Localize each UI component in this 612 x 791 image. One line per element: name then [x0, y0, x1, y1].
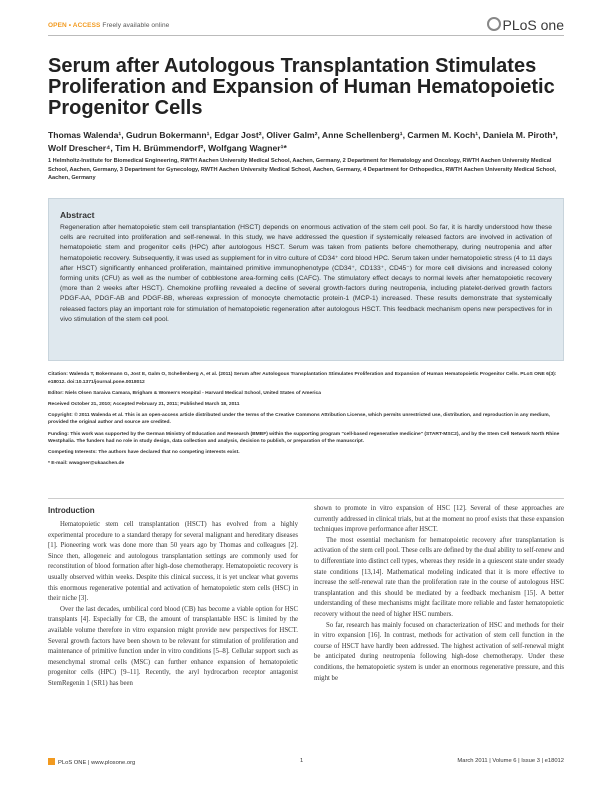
email: * E-mail: wwagner@ukaachen.de [48, 461, 125, 467]
plos-square-icon [48, 758, 55, 765]
editor: Editor: Niels Olsen Saraiva Camara, Brigham & Women's Hospital - Harvard Medical School, United States of America [48, 390, 321, 396]
footer-journal [48, 758, 135, 766]
footer-journal-text: PLoS ONE | www.plosone.org [58, 760, 136, 766]
paragraph: Hematopoietic stem cell transplantation (HSCT) has evolved from a highly experimental procedure to a standard therapy for several malignant and hereditary diseases [1]. Pioneering work was done more than 50 years ago by Thomas and colleagues [2]. Since then, allogeneic and autologous transplantation settings are commonly used for reconstitution of blood formation after high-dose chemotherapy. Hematopoietic recovery is usually observed within weeks. Despite this clinical success, it is yet unclear what governs this enormous regenerative potential and activation of hematopoietic stem cells (HSC) in their niche [3]. [48, 521, 298, 603]
paragraph: So far, research has mainly focused on characterization of HSC and methods for their in vitro expansion [16]. In contrast, methods for activation of stem cell function in the course of HSCT have hardly been addressed. The highest activation of self-renewal might be anticipated during neutropenia following high-dose chemotherapy. Under these conditions, the hematopoietic system is under an enormous regenerative pressure, and this might be [314, 621, 564, 682]
abstract-text: Regeneration after hematopoietic stem cell transplantation (HSCT) depends on enormous activation of the stem cell pool. So far, it is hardly understood how these cells are recruited into proliferation and self-renewal. In this study, we have addressed the question if systemically released factors are involved in activation of hematopoietic stem and progenitor cells (HPC) after autologous HSCT. Serum was taken from patients before chemotherapy, during neutropenia and after hematopoietic recovery. Subsequently, it was used as supplement for in vitro culture of CD34⁺ cord blood HPC. Serum taken under hematopoietic stress (4 to 11 days after HSCT) significantly enhanced proliferation, maintained primitive immunophenotype (CD34⁺, CD133⁺, CD45⁻) for more cell divisions and increased colony forming units (CFU) as well as the number of cobblestone area-forming cells (CAFC). The stimulatory effect decays to normal levels after hematopoietic recovery (more than 2 weeks after HSCT). Chemokine profiling revealed a decline of several growth-factors during neutropenia, including platelet-derived growth factors PDGF-AA, PDGF-AB and PDGF-BB, whereas expression of monocyte chemotactic protein-1 (MCP-1) increased. These results demonstrate that systemically released factors play an important role for stimulation of hematopoietic regeneration after autologous HSCT. This feedback mechanism opens new perspectives for in vivo stimulation of the stem cell pool. [60, 224, 552, 323]
citation: Citation: Walenda T, Bokermann G, Jost E, Galm O, Schellenberg A, et al. (2011) Serum after Autologous Transplantation Stimulates Proliferation and Expansion of Human Hematopoietic Progenitor Cells. PLoS ONE 6(3): e18012. doi:10.1371/journal.pone.0018012 [48, 372, 557, 385]
open-access-access: ACCESS [72, 22, 101, 29]
paper-title: Serum after Autologous Transplantation Stimulates Proliferation and Expansion of Human Hematopoietic Progenitor Cells [48, 55, 555, 119]
page-number: 1 [300, 758, 304, 764]
competing-interests: Competing Interests: The authors have declared that no competing interests exist. [48, 450, 240, 456]
footer-issue: March 2011 | Volume 6 | Issue 3 | e18012 [457, 758, 564, 764]
paragraph: Over the last decades, umbilical cord blood (CB) has become a viable option for HSC transplants [4]. Especially for CB, the amount of transplantable HSC is limited by the available volume therefore in vitro expansion might provide new perspectives for HSCT. Several growth factors have been shown to be relevant for stimulation of proliferation and maintenance of primitive function under in vitro conditions [5–8]. Cellular support such as mesenchymal stromal cells (MSC) can further enhance expansion of hematopoietic progenitor cells (HPC) [9–11]. Recently, the aryl hydrocarbon receptor antagonist StemRegenin 1 (SR1) has been [48, 605, 298, 687]
funding: Funding: This work was supported by the German Ministry of Education and Research (BMBF) within the supporting program "cell-based regenerative medicine" (START-MSC2), and by the Stem Cell Network North Rhine Westphalia. The funders had no role in study design, data collection and analysis, decision to publish, or preparation of the manuscript. [48, 431, 560, 445]
open-access-label [48, 22, 169, 29]
author-list: Thomas Walenda¹, Gudrun Bokermann¹, Edgar Jost², Oliver Galm², Anne Schellenberg¹, Carmen M. Koch¹, Daniela M. Piroth³, Wolf Drescher⁴, Tim H. Brümmendorf², Wolfgang Wagner¹* [48, 130, 558, 153]
section-divider [48, 498, 564, 499]
dates: Received October 21, 2010; Accepted February 21, 2011; Published March 18, 2011 [48, 401, 240, 407]
introduction-heading: Introduction [48, 506, 95, 515]
copyright: Copyright: © 2011 Walenda et al. This is an open-access article distributed under the terms of the Creative Commons Attribution License, which permits unrestricted use, distribution, and reproduction in any medium, provided the original author and source are credited. [48, 412, 550, 426]
plos-ring-icon [487, 17, 501, 31]
open-access-open: OPEN [48, 22, 67, 29]
freely-available: Freely available online [102, 22, 170, 29]
open-access-icon: • [68, 22, 72, 29]
header-divider [48, 35, 564, 36]
paragraph: The most essential mechanism for hematopoietic recovery after transplantation is activation of the stem cell pool. These cells are defined by the dual ability to self-renew and to differentiate into distinct cell types, whereas they reside in a quiescent state under steady state conditions [13,14]. Mathematical modeling indicated that it is more effective to increase the self-renewal rate than the proliferation rate in the course of autologous HSC transplantation and this should be mediated by a feedback mechanism [15]. A better understanding of these mechanisms might facilitate more reliable and faster hematopoietic recovery without the need of higher HSC numbers. [314, 536, 564, 618]
journal-logo-text: PLoS one [502, 17, 564, 33]
right-column [314, 504, 564, 684]
affiliations: 1 Helmholtz-Institute for Biomedical Engineering, RWTH Aachen University Medical School, Aachen, Germany, 2 Department for Hematology and Oncology, RWTH Aachen University Medical School, Aachen, Germany, 3 Department for Gynecology, RWTH Aachen University Medical School, Aachen, Germany, 4 Department for Orthopedics, RWTH Aachen University Medical School, Aachen, Germany [48, 158, 557, 181]
article-metadata [48, 371, 564, 471]
abstract-heading: Abstract [60, 210, 95, 220]
left-column [48, 520, 298, 690]
paragraph: shown to promote in vitro expansion of HSC [12]. Several of these approaches are currently addressed in clinical trials, but at the moment no proof exists that these expansion techniques improve performance after HSCT. [314, 505, 564, 534]
journal-logo [487, 17, 565, 33]
